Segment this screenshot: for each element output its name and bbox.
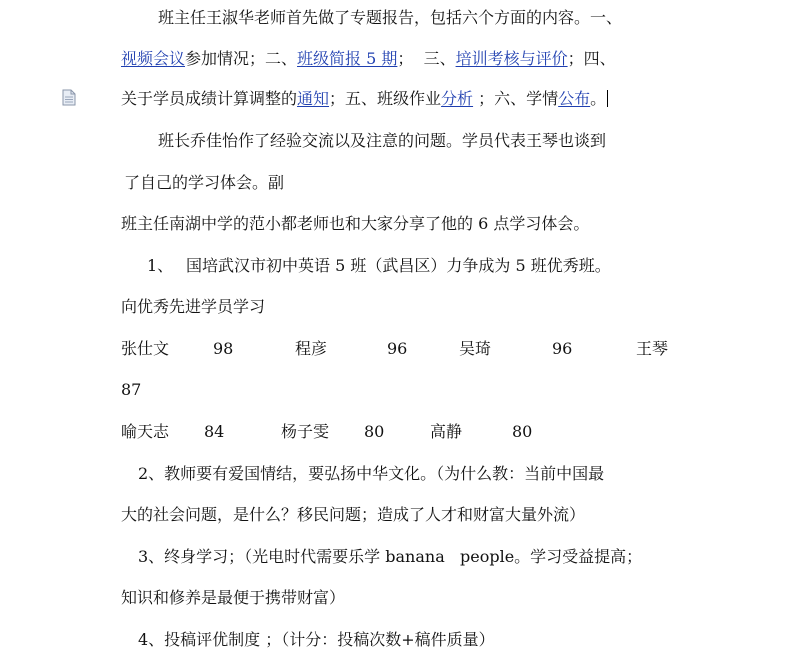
item1-text: 国培武汉市初中英语 5 班（武昌区）力争成为 5 班优秀班。 [186,256,611,275]
p1-line-3-text-4: 。 [590,89,607,108]
item2-line-2: 大的社会问题，是什么？移民问题；造成了人才和财富大量外流） [121,505,586,524]
p1-line-2-text-2: ； 三、 [397,49,456,68]
student-name: 张仕文 [121,339,170,358]
p2-line-1: 班长乔佳怡作了经验交流以及注意的问题。学员代表王琴也谈到 [158,131,607,150]
link-training-assessment[interactable]: 培训考核与评价 [455,49,568,68]
item3-line-1: 3、终身学习；（光电时代需要乐学 banana people。学习受益提高； [138,547,643,566]
p3-line: 班主任南湖中学的范小都老师也和大家分享了他的 6 点学习体会。 [121,214,590,233]
link-video-conference[interactable]: 视频会议 [121,49,186,68]
p1-line-3-text-1: 关于学员成绩计算调整的 [121,89,298,108]
student-name: 高静 [430,422,463,441]
student-score: 80 [364,422,385,441]
student-score: 98 [213,339,234,358]
text-cursor [607,90,608,107]
p2-line-2: 了自己的学习体会。副 [124,173,285,192]
student-name: 程彦 [295,339,328,358]
student-score: 96 [552,339,573,358]
student-name: 喻天志 [121,422,170,441]
link-notice[interactable]: 通知 [297,89,330,108]
student-name: 王琴 [636,339,669,358]
student-score: 87 [121,380,142,399]
item3-line-2: 知识和修养是最便于携带财富） [121,588,346,607]
student-score: 96 [387,339,408,358]
p1-line-3 [121,88,608,110]
link-class-bulletin[interactable]: 班级简报 5 期 [297,49,398,68]
p1-line-3-text-2: ；五、班级作业 [329,89,442,108]
link-analysis[interactable]: 分析 [441,89,474,108]
p1-line-3-text-3: ；六、学情 [473,89,559,108]
p1-line-2-text-3: ；四、 [567,49,616,68]
item2-line-1: 2、教师要有爱国情结，要弘扬中华文化。（为什么教：当前中国最 [138,464,605,483]
student-score: 80 [512,422,533,441]
student-name: 杨子雯 [281,422,330,441]
link-publish[interactable]: 公布 [558,89,591,108]
p1-line-2 [121,48,616,70]
item4-line: 4、投稿评优制度 ；（计分：投稿次数+稿件质量） [138,630,495,649]
p1-line-1: 班主任王淑华老师首先做了专题报告，包括六个方面的内容。一、 [158,8,623,27]
subtitle-excellent-students: 向优秀先进学员学习 [121,297,266,316]
item1-number: 1、 [147,256,174,275]
student-name: 吴琦 [459,339,492,358]
student-score: 84 [204,422,225,441]
p1-line-2-text-1: 参加情况；二、 [185,49,298,68]
document-icon[interactable] [62,89,76,106]
